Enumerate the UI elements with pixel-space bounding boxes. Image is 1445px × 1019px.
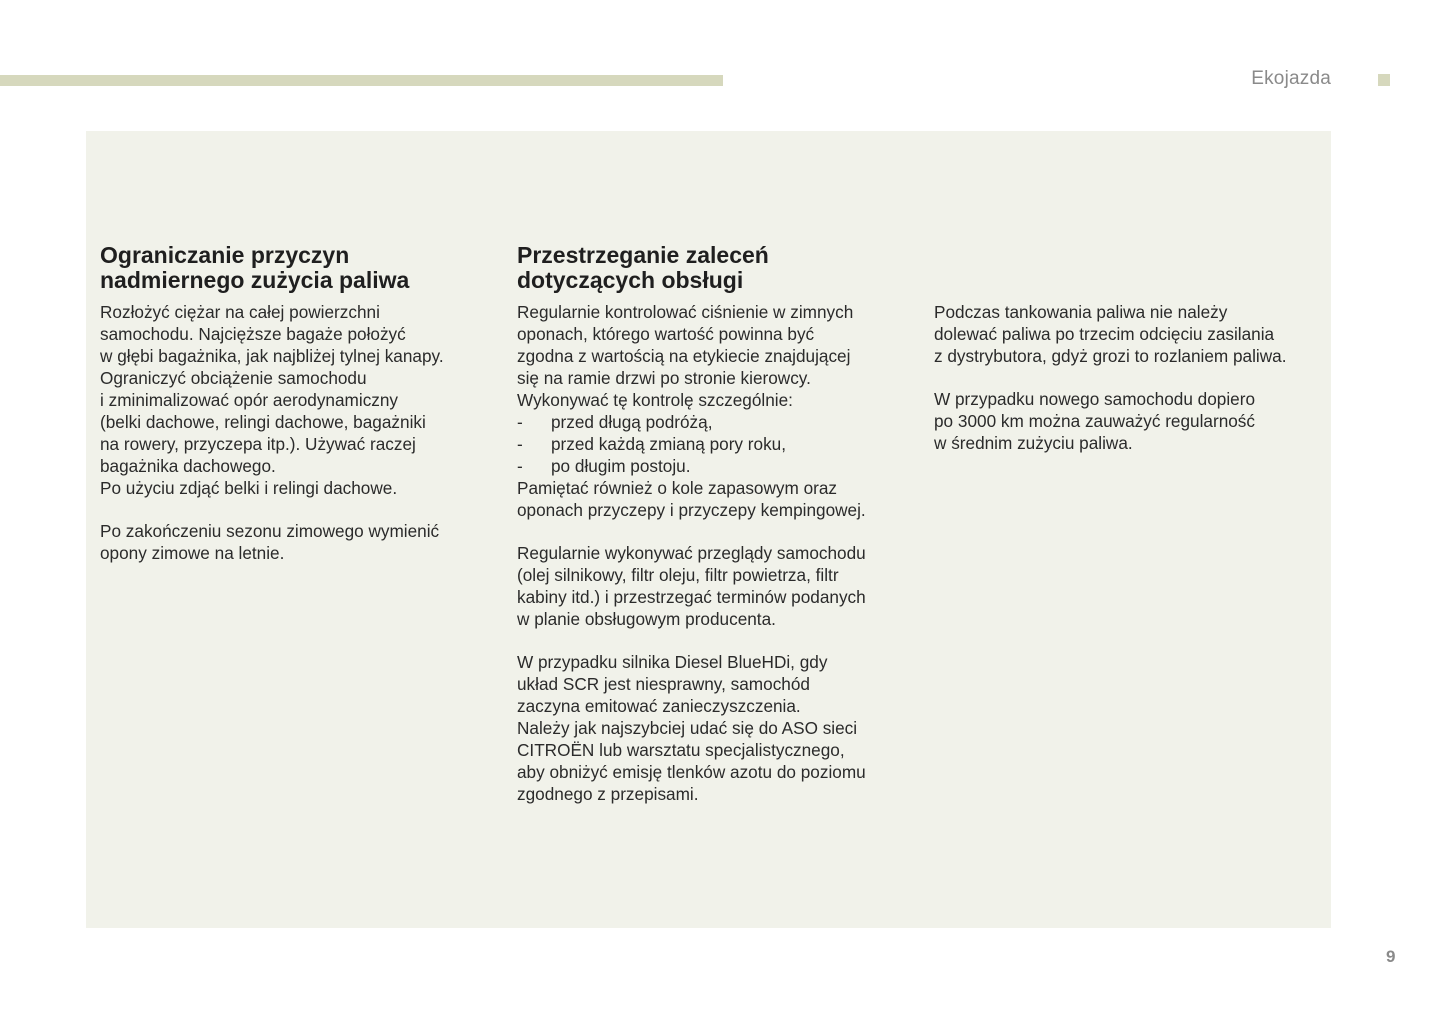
column-fuel-consumption [100, 243, 485, 585]
text-line: aby obniżyć emisję tlenków azotu do poziomu [517, 762, 866, 782]
text-line: i zminimalizować opór aerodynamiczny [100, 390, 399, 410]
text-line: Wykonywać tę kontrolę szczególnie: [517, 390, 793, 410]
text-line: w głębi bagażnika, jak najbliżej tylnej kanapy. [100, 346, 444, 366]
paragraph-bluehdi-scr [517, 651, 902, 805]
text-line: oponach, którego wartość powinna być [517, 324, 815, 344]
text-line: się na ramie drzwi po stronie kierowcy. [517, 368, 811, 388]
content-panel [86, 131, 1331, 928]
paragraph-load-distribution [100, 301, 485, 499]
header-accent-bar [0, 75, 723, 86]
text-line: w średnim zużyciu paliwa. [934, 433, 1133, 453]
text-line: Rozłożyć ciężar na całej powierzchni [100, 302, 380, 322]
list-item [517, 433, 902, 455]
text-line: zgodnego z przepisami. [517, 784, 699, 804]
text-line: na rowery, przyczepa itp.). Używać raczej [100, 434, 416, 454]
text-line: układ SCR jest niesprawny, samochód [517, 674, 810, 694]
text-line: bagażnika dachowego. [100, 456, 276, 476]
text-line: Pamiętać również o kole zapasowym oraz [517, 478, 838, 498]
list-item-text: przed długą podróżą, [551, 412, 713, 432]
heading-line: dotyczących obsługi [517, 267, 744, 293]
list-item [517, 455, 902, 477]
text-line: Podczas tankowania paliwa nie należy [934, 302, 1228, 322]
list-item [517, 411, 902, 433]
text-line: z dystrybutora, gdyż grozi to rozlaniem paliwa. [934, 346, 1287, 366]
text-line: po 3000 km można zauważyć regularność [934, 411, 1255, 431]
paragraph-service-inspections [517, 542, 902, 630]
list-item-text: przed każdą zmianą pory roku, [551, 434, 787, 454]
heading-fuel-consumption [100, 243, 485, 293]
section-marker-square [1378, 74, 1390, 86]
text-line: dolewać paliwa po trzecim odcięciu zasilania [934, 324, 1275, 344]
list-item-text: po długim postoju. [551, 456, 691, 476]
text-line: Należy jak najszybciej udać się do ASO sieci [517, 718, 858, 738]
paragraph-winter-tyres [100, 520, 485, 564]
section-title: Ekojazda [1251, 68, 1331, 89]
text-line: Ograniczyć obciążenie samochodu [100, 368, 367, 388]
text-line: W przypadku silnika Diesel BlueHDi, gdy [517, 652, 828, 672]
bullet-dash: - [517, 456, 523, 476]
paragraph-new-vehicle [934, 388, 1319, 454]
text-line: CITROËN lub warsztatu specjalistycznego, [517, 740, 845, 760]
heading-line: nadmiernego zużycia paliwa [100, 267, 410, 293]
text-line: w planie obsługowym producenta. [517, 609, 776, 629]
text-line: opony zimowe na letnie. [100, 543, 285, 563]
column-maintenance [517, 243, 902, 826]
text-line: Regularnie kontrolować ciśnienie w zimnych [517, 302, 854, 322]
text-line: Regularnie wykonywać przeglądy samochodu [517, 543, 866, 563]
text-line: W przypadku nowego samochodu dopiero [934, 389, 1256, 409]
text-line: Po użyciu zdjąć belki i relingi dachowe. [100, 478, 398, 498]
text-line: zaczyna emitować zanieczyszczenia. [517, 696, 801, 716]
page-number: 9 [1386, 947, 1396, 966]
text-line: samochodu. Najcięższe bagaże położyć [100, 324, 406, 344]
paragraph-tyre-pressure [517, 301, 902, 521]
bullet-dash: - [517, 412, 523, 432]
column-refuelling [934, 301, 1319, 475]
text-line: zgodna z wartością na etykiecie znajdującej [517, 346, 851, 366]
paragraph-refuelling [934, 301, 1319, 367]
text-line: kabiny itd.) i przestrzegać terminów podanych [517, 587, 866, 607]
text-line: Po zakończeniu sezonu zimowego wymienić [100, 521, 440, 541]
text-line: oponach przyczepy i przyczepy kempingowej. [517, 500, 866, 520]
text-line: (olej silnikowy, filtr oleju, filtr powietrza, filtr [517, 565, 839, 585]
bullet-dash: - [517, 434, 523, 454]
heading-line: Ograniczanie przyczyn [100, 242, 350, 268]
text-line: (belki dachowe, relingi dachowe, bagażniki [100, 412, 426, 432]
heading-line: Przestrzeganie zaleceń [517, 242, 769, 268]
heading-maintenance [517, 243, 902, 293]
